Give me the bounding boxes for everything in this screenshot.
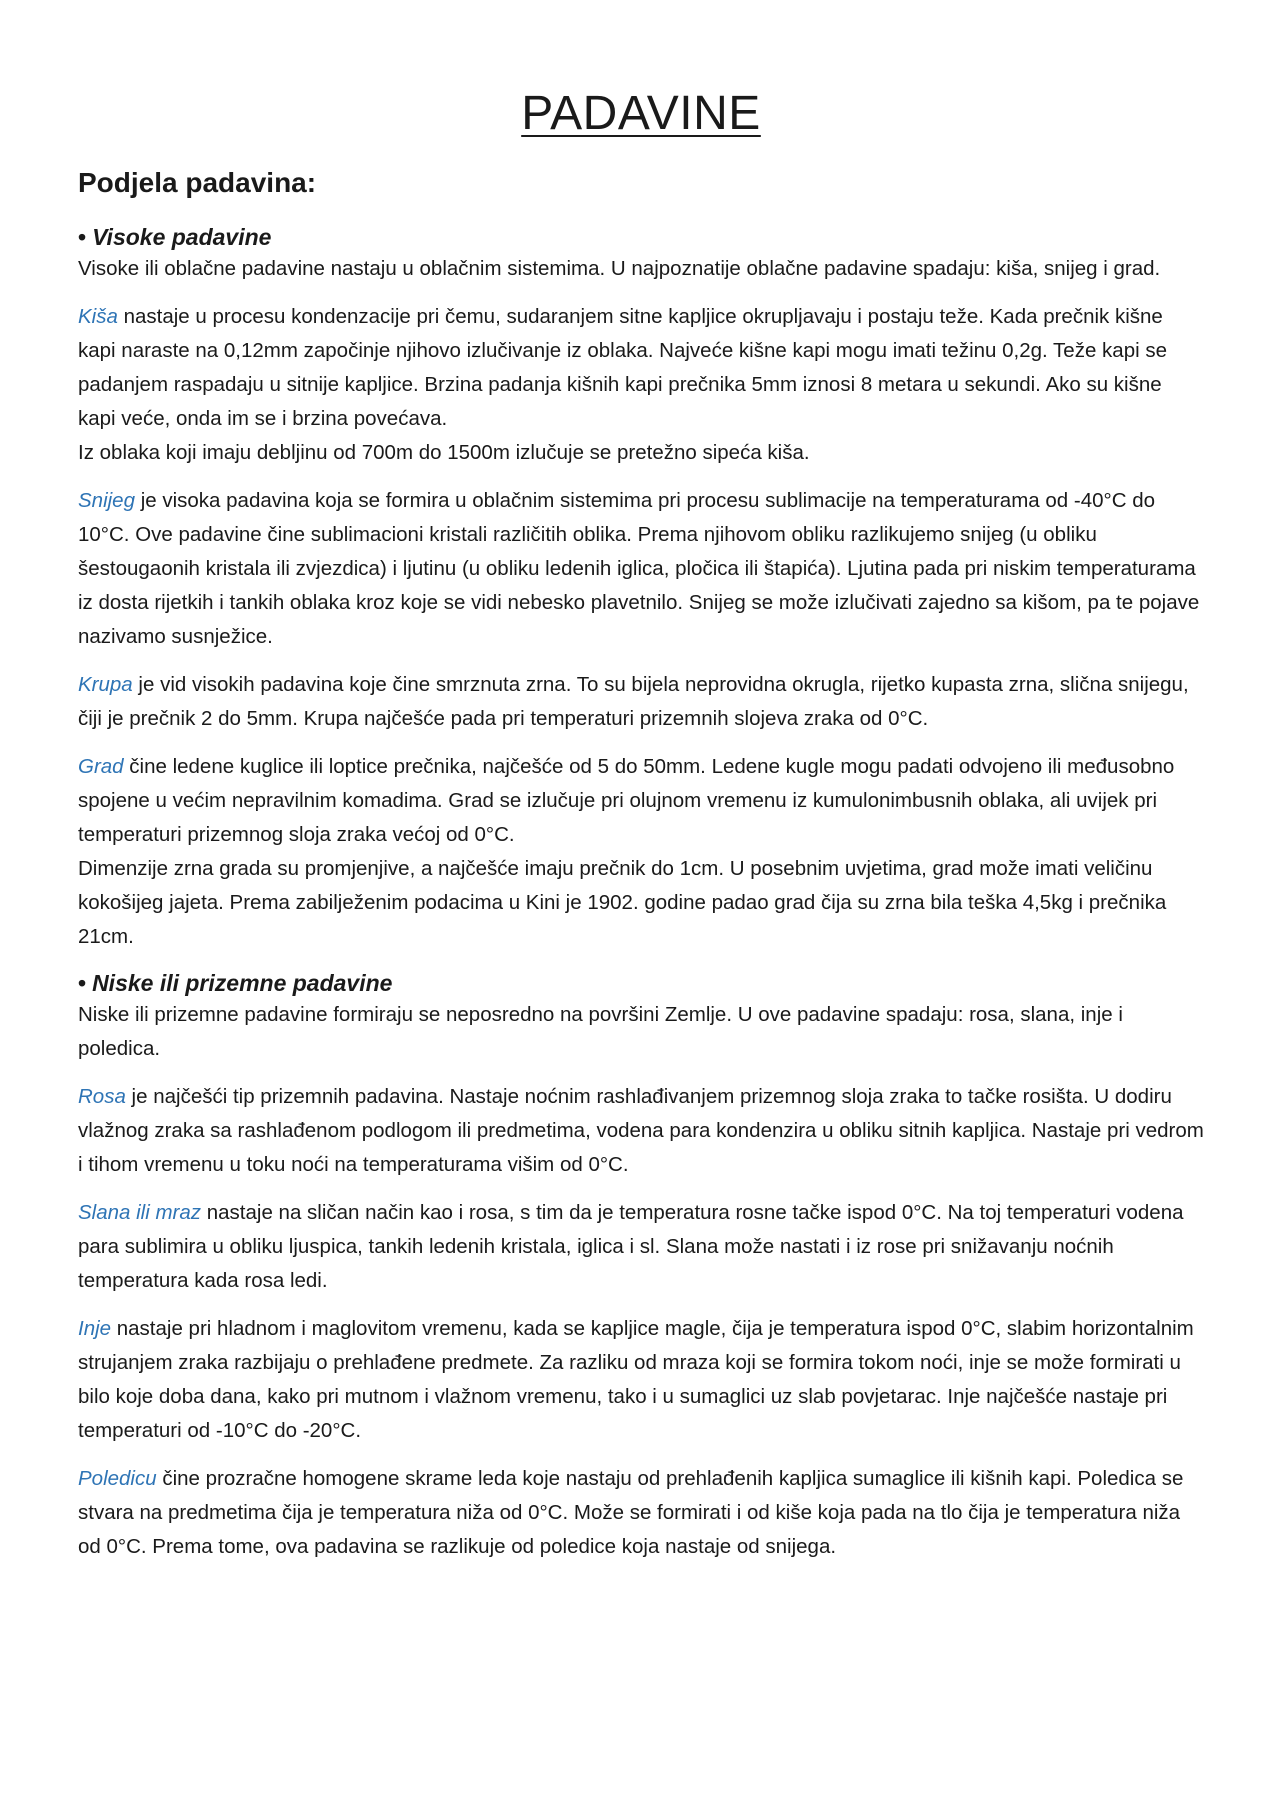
section-heading: [78, 968, 1204, 998]
section-niske-padavine: [78, 968, 1204, 1564]
paragraph-text: nastaje pri hladnom i maglovitom vremenu, kada se kapljice magle, čija je temperatura ispod 0°C, slabim horizontalnim strujanjem zraka razbijaju o prehlađene predmete. Za razliku od mraza koji se formira tokom noći, inje se može formirati u bilo koje doba dana, kako pri mutnom i vlažnom vremenu, tako i u sumaglici uz slab povjetarac. Inje najčešće nastaje pri temperaturi od -10°C do -20°C.: [78, 1317, 1194, 1442]
paragraph-snijeg: [78, 484, 1204, 654]
page-title: PADAVINE: [521, 87, 761, 140]
paragraph-text: je najčešći tip prizemnih padavina. Nastaje noćnim rashlađivanjem prizemnog sloja zraka to tačke rosišta. U dodiru vlažnog zraka sa rashlađenom podlogom ili predmetima, vodena para kondenzira u obliku sitnih kapljica. Nastaje pri vedrom i tihom vremenu u toku noći na temperaturama višim od 0°C.: [78, 1085, 1204, 1176]
paragraph-grad: [78, 750, 1204, 954]
paragraph-text: nastaje na sličan način kao i rosa, s tim da je temperatura rosne tačke ispod 0°C. Na toj temperaturi vodena para sublimira u obliku ljuspica, tankih ledenih kristala, iglica i sl. Slana može nastati i iz rose pri snižavanju noćnih temperatura kada rosa ledi.: [78, 1201, 1184, 1292]
paragraph-text: čine ledene kuglice ili loptice prečnika, najčešće od 5 do 50mm. Ledene kugle mogu padati odvojeno ili međusobno spojene u većim nepravilnim komadima. Grad se izlučuje pri olujnom vremenu iz kumulonimbusnih oblaka, ali uvijek pri temperaturi prizemnog sloja zraka većoj od 0°C.: [78, 755, 1175, 846]
paragraph-text: Iz oblaka koji imaju debljinu od 700m do 1500m izlučuje se pretežno sipeća kiša.: [78, 441, 810, 464]
term-krupa: Krupa: [78, 673, 133, 696]
paragraph-inje: [78, 1312, 1204, 1448]
bullet-icon: •: [78, 970, 87, 996]
paragraph-text: je vid visokih padavina koje čine smrznuta zrna. To su bijela neprovidna okrugla, rijetko kupasta zrna, slična snijegu, čiji je prečnik 2 do 5mm. Krupa najčešće pada pri temperaturi prizemnih slojeva zraka od 0°C.: [78, 673, 1189, 730]
paragraph-krupa: [78, 668, 1204, 736]
term-rosa: Rosa: [78, 1085, 126, 1108]
section-visoke-padavine: [78, 222, 1204, 954]
paragraph-slana: [78, 1196, 1204, 1298]
term-snijeg: Snijeg: [78, 489, 135, 512]
term-poledicu: Poledicu: [78, 1467, 157, 1490]
term-kisa: Kiša: [78, 305, 118, 328]
section-intro: Niske ili prizemne padavine formiraju se neposredno na površini Zemlje. U ove padavine spadaju: rosa, slana, inje i poledica.: [78, 1003, 1123, 1060]
paragraph-rosa: [78, 1080, 1204, 1182]
document-subtitle: Podjela padavina:: [78, 167, 317, 198]
paragraph-text: Dimenzije zrna grada su promjenjive, a najčešće imaju prečnik do 1cm. U posebnim uvjetima, grad može imati veličinu kokošijeg jajeta. Prema zabilježenim podacima u Kini je 1902. godine padao grad čija su zrna bila teška 4,5kg i prečnika 21cm.: [78, 857, 1167, 948]
section-heading: [78, 222, 1204, 252]
section-heading-text: Niske ili prizemne padavine: [92, 970, 393, 996]
term-grad: Grad: [78, 755, 124, 778]
paragraph-poledica: [78, 1462, 1204, 1564]
section-heading-text: Visoke padavine: [92, 224, 272, 250]
section-intro: Visoke ili oblačne padavine nastaju u oblačnim sistemima. U najpoznatije oblačne padavine spadaju: kiša, snijeg i grad.: [78, 257, 1161, 280]
paragraph-kisa: [78, 300, 1204, 470]
bullet-icon: •: [78, 224, 87, 250]
paragraph-text: nastaje u procesu kondenzacije pri čemu, sudaranjem sitne kapljice okrupljavaju i postaju teže. Kada prečnik kišne kapi naraste na 0,12mm započinje njihovo izlučivanje iz oblaka. Najveće kišne kapi mogu imati težinu 0,2g. Teže kapi se padanjem raspadaju u sitnije kapljice. Brzina padanja kišnih kapi prečnika 5mm iznosi 8 metara u sekundi. Ako su kišne kapi veće, onda im se i brzina povećava.: [78, 305, 1167, 430]
paragraph-text: čine prozračne homogene skrame leda koje nastaju od prehlađenih kapljica sumaglice ili kišnih kapi. Poledica se stvara na predmetima čija je temperatura niža od 0°C. Može se formirati i od kiše koja pada na tlo čija je temperatura niža od 0°C. Prema tome, ova padavina se razlikuje od poledice koja nastaje od snijega.: [78, 1467, 1184, 1558]
document-page: [78, 84, 1204, 1578]
term-slana: Slana ili mraz: [78, 1201, 202, 1224]
paragraph-text: je visoka padavina koja se formira u oblačnim sistemima pri procesu sublimacije na temperaturama od -40°C do 10°C. Ove padavine čine sublimacioni kristali različitih oblika. Prema njihovom obliku razlikujemo snijeg (u obliku šestougaonih kristala ili zvjezdica) i ljutinu (u obliku ledenih iglica, pločica ili štapića). Ljutina pada pri niskim temperaturama iz dosta rijetkih i tankih oblaka kroz koje se vidi nebesko plavetnilo. Snijeg se može izlučivati zajedno sa kišom, pa te pojave nazivamo susnježice.: [78, 489, 1200, 648]
term-inje: Inje: [78, 1317, 112, 1340]
